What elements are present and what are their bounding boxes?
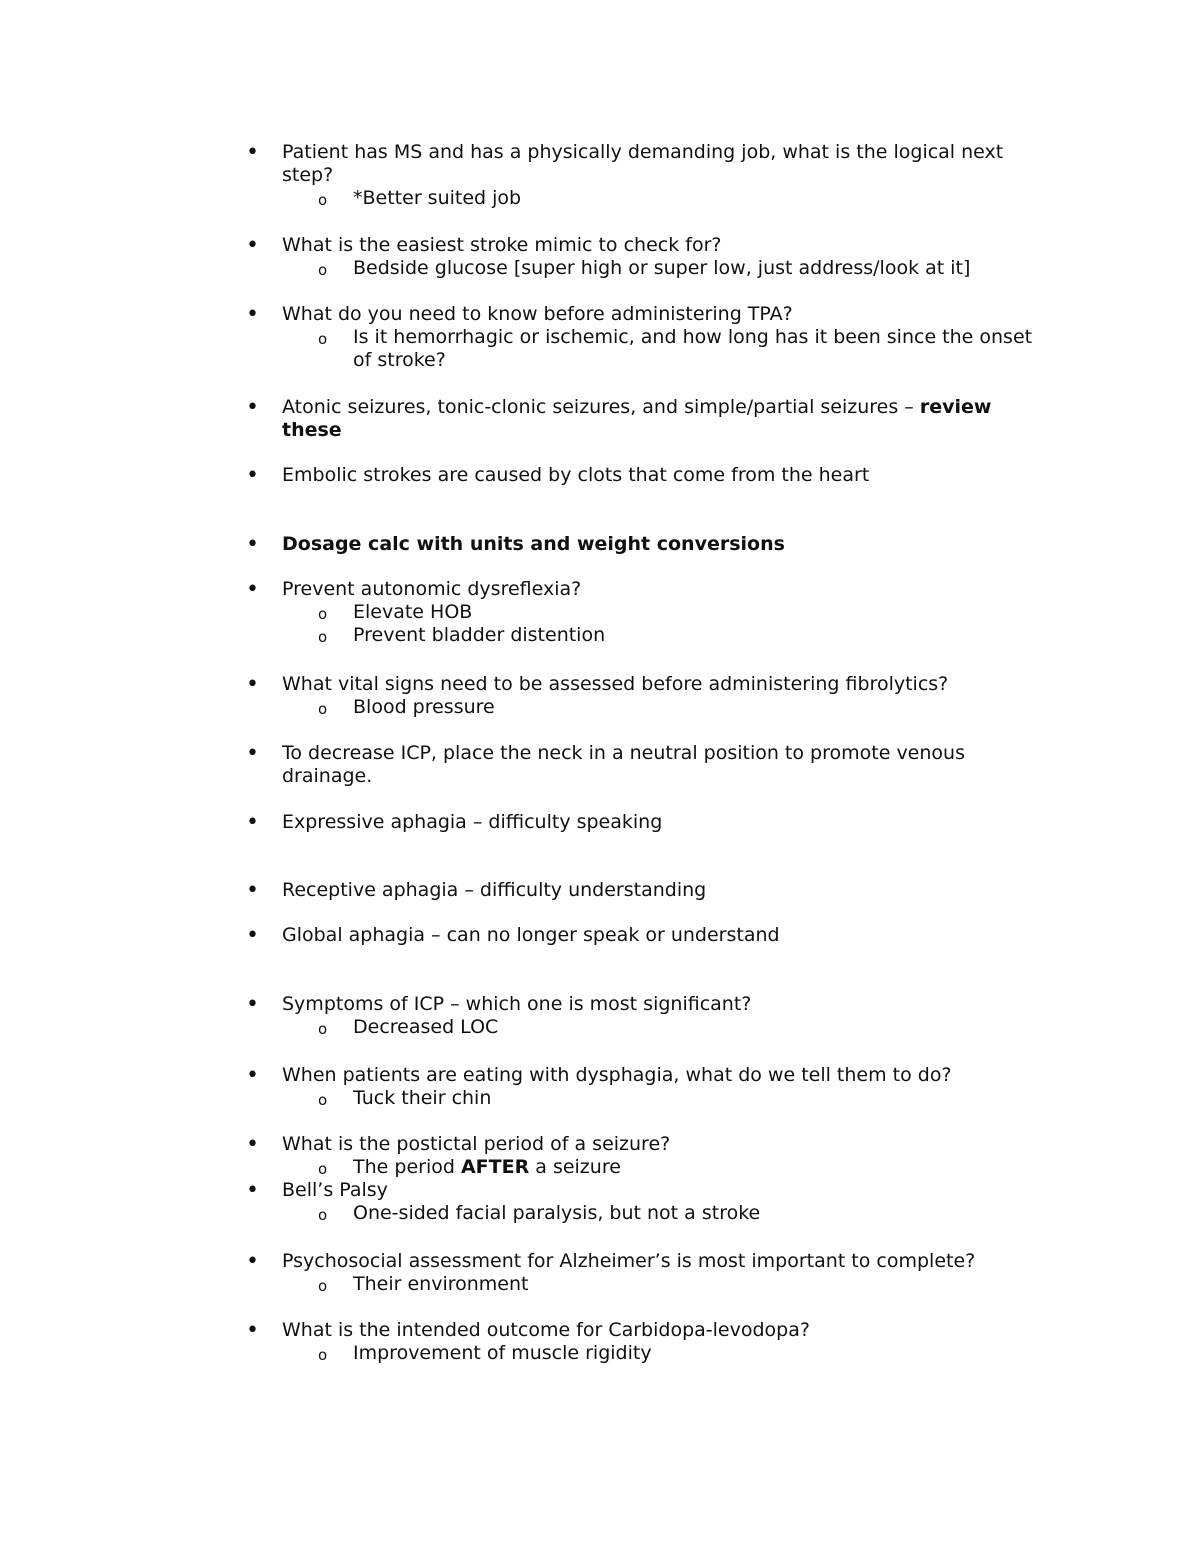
item-text: drainage. [282,765,373,787]
sub-item [0,601,1200,624]
sub-bullet-icon: o [318,1277,328,1295]
bullet-icon: • [246,1249,259,1274]
sub-item [0,257,1200,280]
bullet-icon: • [246,1132,259,1157]
bullet-icon: • [246,741,259,766]
sub-bullet-icon: o [318,1206,328,1224]
item-text: Atonic seizures, tonic-clonic seizures, and simple/partial seizures – [282,396,920,418]
item-text: What is the easiest stroke mimic to check for? [282,234,722,256]
sub-item-text: Is it hemorrhagic or ischemic, and how long has it been since the onset [353,326,1033,348]
sub-item [0,696,1200,719]
item-text: What vital signs need to be assessed before administering fibrolytics? [282,673,949,695]
item-text: What is the intended outcome for Carbidopa-levodopa? [282,1319,810,1341]
bullet-icon: • [246,233,259,258]
sub-item-text: of stroke? [353,349,446,371]
bullet-icon: • [246,672,259,697]
sub-item [0,624,1200,647]
bullet-icon: • [246,532,259,557]
bullet-icon: • [246,1063,259,1088]
sub-bullet-icon: o [318,1160,328,1178]
item-text: Psychosocial assessment for Alzheimer’s is most important to complete? [282,1250,976,1272]
sub-bullet-icon: o [318,605,328,623]
sub-bullet-icon: o [318,1346,328,1364]
sub-item-text: Their environment [353,1273,529,1295]
bullet-icon: • [246,577,259,602]
item-text-bold: these [282,419,342,441]
bullet-icon: • [246,810,259,835]
sub-item-text: The period [353,1156,461,1178]
sub-bullet-icon: o [318,1020,328,1038]
bullet-icon: • [246,1178,259,1203]
sub-bullet-icon: o [318,700,328,718]
sub-item-text: *Better suited job [353,187,522,209]
item-text: What is the postictal period of a seizure? [282,1133,671,1155]
sub-item [0,1156,1200,1179]
bullet-icon: • [246,1318,259,1343]
item-text-bold: Dosage calc with units and weight conversions [282,533,785,555]
sub-item [0,1016,1200,1039]
item-text: When patients are eating with dysphagia, what do we tell them to do? [282,1064,952,1086]
item-text: To decrease ICP, place the neck in a neutral position to promote venous [282,742,965,764]
item-text: Receptive aphagia – difficulty understanding [282,879,707,901]
sub-item-text: Blood pressure [353,696,495,718]
item-text: Patient has MS and has a physically demanding job, what is the logical next [282,141,1004,163]
bullet-icon: • [246,992,259,1017]
sub-bullet-icon: o [318,261,328,279]
bullet-icon: • [246,302,259,327]
sub-item-text: Tuck their chin [353,1087,492,1109]
sub-item [0,1273,1200,1296]
sub-bullet-icon: o [318,1091,328,1109]
bullet-icon: • [246,140,259,165]
item-text: Embolic strokes are caused by clots that come from the heart [282,464,870,486]
sub-item [0,1202,1200,1225]
sub-item [0,1342,1200,1365]
bullet-icon: • [246,878,259,903]
bullet-icon: • [246,923,259,948]
sub-bullet-icon: o [318,628,328,646]
item-text: Global aphagia – can no longer speak or understand [282,924,780,946]
item-text: Bell’s Palsy [282,1179,388,1201]
item-text: Prevent autonomic dysreflexia? [282,578,582,600]
item-text: Symptoms of ICP – which one is most significant? [282,993,752,1015]
item-text-bold: review [919,396,992,418]
sub-item [0,187,1200,210]
sub-item-text: Improvement of muscle rigidity [353,1342,652,1364]
sub-item-text: Prevent bladder distention [353,624,606,646]
sub-item-text: a seizure [529,1156,621,1178]
sub-item-text: Elevate HOB [353,601,473,623]
sub-item-text-bold: AFTER [460,1156,530,1178]
sub-bullet-icon: o [318,330,328,348]
sub-item [0,326,1200,372]
sub-item-text: One-sided facial paralysis, but not a stroke [353,1202,761,1224]
bullet-icon: • [246,395,259,420]
sub-item-text: Bedside glucose [super high or super low, just address/look at it] [353,257,971,279]
sub-item [0,1087,1200,1110]
sub-bullet-icon: o [318,191,328,209]
item-text: step? [282,164,334,186]
bullet-icon: • [246,463,259,488]
item-text: What do you need to know before administering TPA? [282,303,793,325]
sub-item-text: Decreased LOC [353,1016,499,1038]
item-text: Expressive aphagia – difficulty speaking [282,811,663,833]
